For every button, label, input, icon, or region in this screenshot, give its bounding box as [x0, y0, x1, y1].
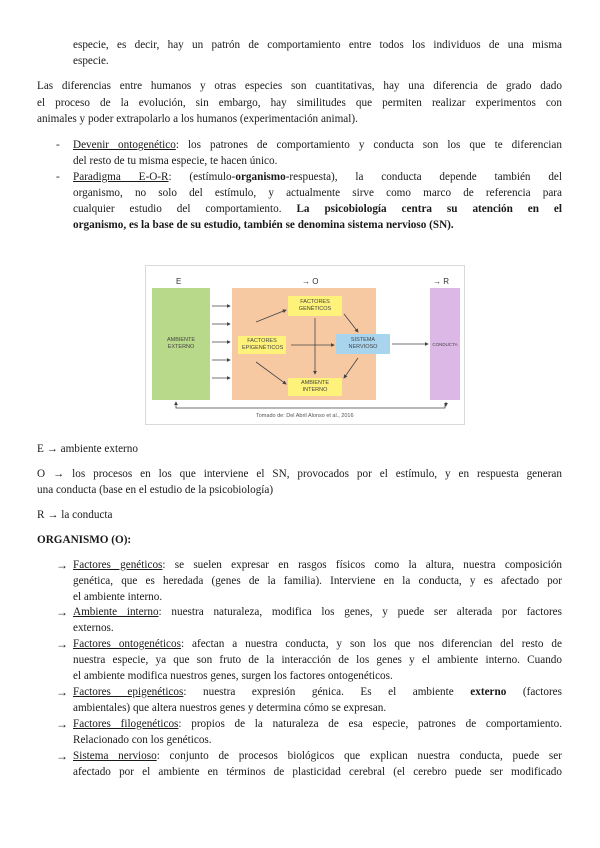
paragraph-line: especie, es decir, hay un patrón de comportamiento entre todos los individuos de una misma: [73, 39, 562, 51]
term-sistema-nervioso: Sistema nervioso: [73, 750, 157, 762]
list-line: externos.: [73, 622, 114, 634]
legend-o: O → los procesos en los que interviene el SN, provocados por el estímulo, y en respuesta generan: [37, 468, 562, 480]
figure-letter-e: E: [176, 277, 182, 286]
box-ambiente-interno: AMBIENTE INTERNO: [288, 378, 342, 396]
list-line: genética, que es heredada (genes de la familia). Interviene en la conducta, y es afectado por: [73, 575, 562, 587]
list-item: Factores ontogenéticos: afectan a nuestra conducta, y son los que nos diferencian del resto de: [73, 638, 562, 650]
arrow-right-icon: →: [56, 685, 68, 699]
list-item: Factores epigenéticos: nuestra expresión génica. Es el ambiente externo (factores: [73, 686, 563, 698]
list-item: Factores genéticos: se suelen expresar en rasgos físicos como la altura, nuestra composición: [73, 559, 563, 571]
term-paradigma-eor: Paradigma E-O-R: [73, 171, 169, 183]
arrow-right-icon: →: [302, 277, 313, 286]
list-item: Factores filogenéticos: propios de la naturaleza de esa especie, patrones de comportamiento.: [73, 718, 562, 730]
list-line: el ambiente interno.: [73, 591, 163, 603]
figure-letter-o: → O: [302, 277, 319, 286]
list-line: afectado por el ambiente en términos de plasticidad cerebral (el cerebro puede ser modificado: [73, 766, 562, 778]
paragraph-line: animales y poder extrapolarlo a los humanos (experimentación animal).: [37, 113, 358, 125]
term-factores-ontogeneticos: Factores ontogenéticos: [73, 638, 181, 650]
box-factores-epigeneticos: FACTORES EPIGENÉTICOS: [238, 336, 286, 354]
panel-conducta: CONDUCTA: [430, 288, 460, 400]
bullet-item: Devenir ontogenético: los patrones de comportamiento y conducta son los que te diferencian: [73, 139, 562, 151]
legend-o-line: una conducta (base en el estudio de la psicobiología): [37, 484, 274, 496]
paragraph-line: especie.: [73, 55, 109, 67]
section-heading: ORGANISMO (O):: [37, 534, 132, 546]
bullet-dash: -: [56, 171, 60, 183]
term-factores-geneticos: Factores genéticos: [73, 559, 163, 571]
term-ambiente-interno: Ambiente interno: [73, 606, 159, 618]
diagram-arrows: [146, 266, 466, 426]
bullet-item: Paradigma E-O-R: (estímulo-organismo-respuesta), la conducta depende también del: [73, 171, 562, 183]
list-line: el ambiente modifica nuestros genes, surgen los factores ontogenéticos.: [73, 670, 393, 682]
arrow-right-icon: →: [433, 277, 444, 286]
list-line: Relacionado con los genéticos.: [73, 734, 212, 746]
arrow-right-icon: →: [56, 637, 68, 651]
list-line: nuestra especie, ya que son fruto de la interacción de los genes y el ambiente interno. Cuando: [73, 654, 562, 666]
eor-diagram: [145, 265, 465, 425]
arrow-right-icon: →: [56, 717, 68, 731]
bullet-dash: -: [56, 139, 60, 151]
list-item: Sistema nervioso: conjunto de procesos biológicos que explican nuestra conducta, puede ser: [73, 750, 562, 762]
arrow-right-icon: →: [56, 605, 68, 619]
term-factores-epigeneticos: Factores epigenéticos: [73, 686, 184, 698]
box-sistema-nervioso: SISTEMA NERVIOSO: [336, 334, 390, 354]
figure-caption: Tomado de: Del Abril Alonso et al., 2016: [256, 413, 354, 419]
bullet-line: del resto de tu misma especie, te hacen único.: [73, 155, 278, 167]
arrow-right-icon: →: [56, 749, 68, 763]
paragraph-line: Las diferencias entre humanos y otras especies son cuantitativas, hay una diferencia de grado dado: [37, 80, 562, 92]
list-item: Ambiente interno: nuestra naturaleza, modifica los genes, y puede ser alterada por factores: [73, 606, 562, 618]
arrow-right-icon: →: [56, 558, 68, 572]
legend-r: R → la conducta: [37, 509, 113, 521]
term-devenir-ontogenetico: Devenir ontogenético: [73, 139, 176, 151]
bullet-line: cualquier estudio del comportamiento. La psicobiología centra su atención en el: [73, 203, 562, 215]
list-line: ambientales) que altera nuestros genes y determina cómo se expresan.: [73, 702, 387, 714]
panel-ambiente-externo: AMBIENTE EXTERNO: [152, 288, 210, 400]
box-factores-geneticos: FACTORES GENÉTICOS: [288, 296, 342, 316]
paragraph-line: el proceso de la evolución, sin embargo, hay similitudes que permiten realizar experimentos con: [37, 97, 562, 109]
figure-letter-r: → R: [433, 277, 450, 286]
bullet-line: organismo, no solo del estímulo, y actualmente sirve como marco de referencia para: [73, 187, 562, 199]
term-factores-filogeneticos: Factores filogenéticos: [73, 718, 179, 730]
bullet-line: organismo, es la base de su estudio, también se denomina sistema nervioso (SN).: [73, 219, 454, 231]
legend-e: E → ambiente externo: [37, 443, 138, 455]
